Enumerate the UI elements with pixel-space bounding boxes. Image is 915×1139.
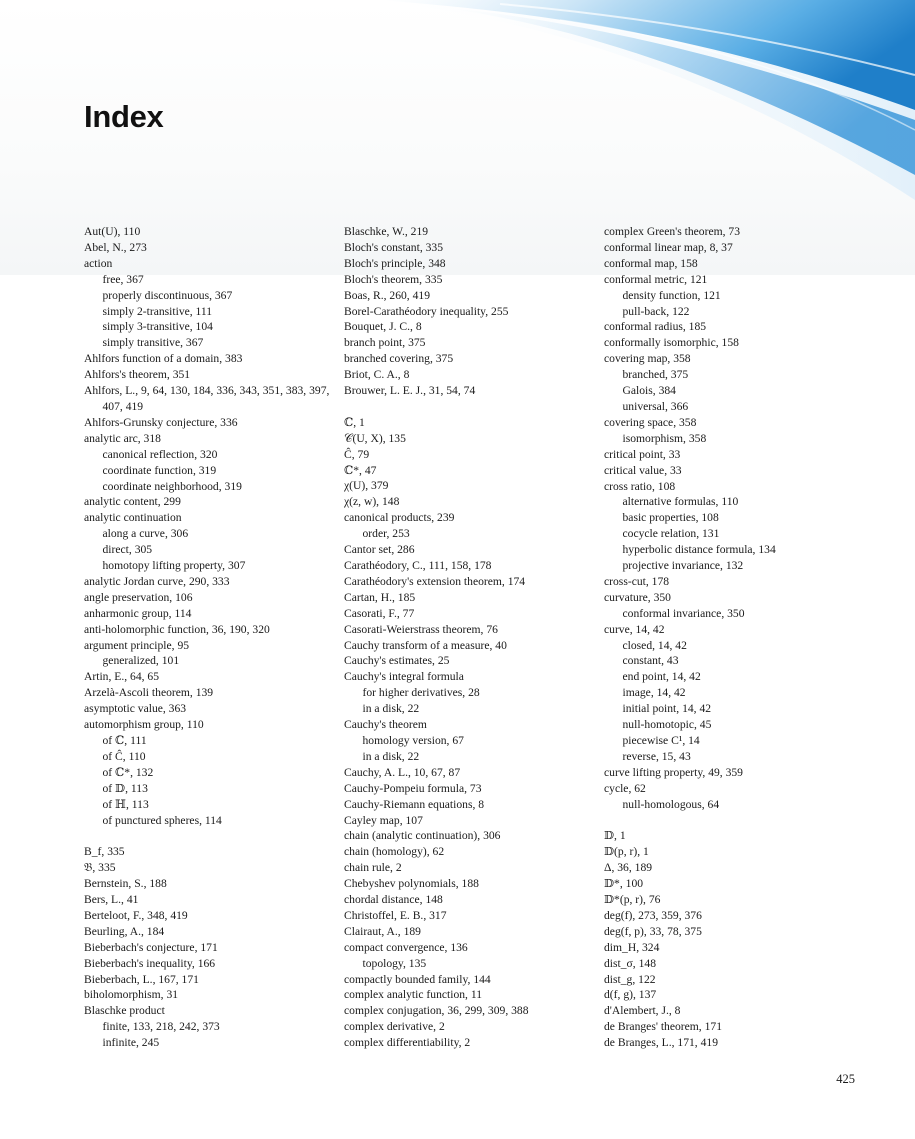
index-entry: Ahlfors's theorem, 351 xyxy=(84,368,191,382)
index-subentry: pull-back, 122 xyxy=(622,304,690,318)
index-subentry: topology, 135 xyxy=(362,956,427,970)
index-subentry: null-homotopic, 45 xyxy=(622,718,712,732)
index-entry: Cauchy's theorem xyxy=(344,718,427,732)
index-entry: ℂ, 1 xyxy=(344,415,365,429)
index-subentry: order, 253 xyxy=(362,527,410,541)
index-entry: conformal radius, 185 xyxy=(604,320,707,334)
index-entry: Bieberbach's conjecture, 171 xyxy=(84,940,218,954)
index-subentry: alternative formulas, 110 xyxy=(622,495,739,509)
index-entry: compact convergence, 136 xyxy=(344,940,468,954)
index-entry: Christoffel, E. B., 317 xyxy=(344,908,447,922)
index-entry: curve lifting property, 49, 359 xyxy=(604,765,743,779)
index-entry: Δ, 36, 189 xyxy=(604,861,653,875)
index-entry: branch point, 375 xyxy=(344,336,426,350)
index-entry: Bers, L., 41 xyxy=(84,893,139,907)
index-subentry: of punctured spheres, 114 xyxy=(102,813,222,827)
index-entry: 𝒞(U, X), 135 xyxy=(344,431,406,445)
index-entry: cross ratio, 108 xyxy=(604,479,676,493)
index-subentry: in a disk, 22 xyxy=(362,749,420,763)
index-subentry: coordinate neighborhood, 319 xyxy=(102,479,242,493)
index-entry: Brouwer, L. E. J., 31, 54, 74 xyxy=(344,384,476,398)
index-entry: 𝔅, 335 xyxy=(84,861,116,875)
index-subentry: density function, 121 xyxy=(622,288,721,302)
index-entry: 𝔻*(p, r), 76 xyxy=(604,893,661,907)
index-subentry: homology version, 67 xyxy=(362,733,464,747)
index-subentry: hyperbolic distance formula, 134 xyxy=(622,543,776,557)
index-entry: Berteloot, F., 348, 419 xyxy=(84,908,188,922)
index-subentry: end point, 14, 42 xyxy=(622,670,701,684)
index-entry: anharmonic group, 114 xyxy=(84,606,192,620)
index-subentry: generalized, 101 xyxy=(102,654,180,668)
index-entry: Cauchy transform of a measure, 40 xyxy=(344,638,507,652)
index-subentry: of ℍ, 113 xyxy=(102,797,149,811)
index-subentry: infinite, 245 xyxy=(102,1036,160,1050)
index-subentry: piecewise C¹, 14 xyxy=(622,734,700,747)
index-entry: Blaschke product xyxy=(84,1004,165,1018)
index-subentry: of ℂ*, 132 xyxy=(102,765,154,779)
index-subentry: constant, 43 xyxy=(622,654,679,668)
index-entry: Bouquet, J. C., 8 xyxy=(344,320,422,334)
index-column-2 xyxy=(344,224,599,1051)
index-entry: Ahlfors, L., 9, 64, 130, 184, 336, 343, 351, 383, 397, 407, 419 xyxy=(84,384,330,413)
index-subentry: of ℂ, 111 xyxy=(102,734,147,747)
index-subentry: for higher derivatives, 28 xyxy=(362,686,480,700)
index-entry: de Branges, L., 171, 419 xyxy=(604,1036,718,1050)
page-number: 425 xyxy=(836,1072,855,1086)
index-entry: complex differentiability, 2 xyxy=(344,1036,471,1050)
index-subentry: simply transitive, 367 xyxy=(102,336,204,350)
index-entry: Ĉ, 79 xyxy=(344,447,370,461)
index-entry: analytic Jordan curve, 290, 333 xyxy=(84,574,230,588)
index-entry: dim_H, 324 xyxy=(604,940,660,954)
index-column-1 xyxy=(84,224,339,1051)
index-entry: complex analytic function, 11 xyxy=(344,988,483,1002)
index-entry: χ(U), 379 xyxy=(344,479,389,493)
index-entry: Casorati-Weierstrass theorem, 76 xyxy=(344,622,498,636)
index-entry: conformal metric, 121 xyxy=(604,272,708,286)
index-entry: deg(f), 273, 359, 376 xyxy=(604,908,702,922)
index-entry: critical point, 33 xyxy=(604,447,681,461)
index-subentry: image, 14, 42 xyxy=(622,686,686,700)
index-subentry: universal, 366 xyxy=(622,399,689,413)
index-gap xyxy=(604,813,859,829)
index-entry: Clairaut, A., 189 xyxy=(344,924,421,938)
index-subentry: initial point, 14, 42 xyxy=(622,702,712,716)
index-entry: ℂ*, 47 xyxy=(344,463,377,477)
index-subentry: cocycle relation, 131 xyxy=(622,527,720,541)
index-entry: Cantor set, 286 xyxy=(344,543,415,557)
index-entry: Cauchy's integral formula xyxy=(344,670,464,684)
index-subentry: along a curve, 306 xyxy=(102,527,189,541)
index-entry: Aut(U), 110 xyxy=(84,225,141,238)
index-entry: de Branges' theorem, 171 xyxy=(604,1020,722,1034)
index-subentry: homotopy lifting property, 307 xyxy=(102,559,246,573)
index-entry: Casorati, F., 77 xyxy=(344,606,415,620)
index-entry: conformal map, 158 xyxy=(604,256,698,270)
index-entry: dist_σ, 148 xyxy=(604,956,656,970)
index-entry: analytic content, 299 xyxy=(84,495,181,509)
index-entry: complex Green's theorem, 73 xyxy=(604,225,741,238)
index-entry: asymptotic value, 363 xyxy=(84,702,187,716)
index-subentry: basic properties, 108 xyxy=(622,511,719,525)
index-column-3 xyxy=(604,224,859,1051)
index-entry: d'Alembert, J., 8 xyxy=(604,1004,681,1018)
index-subentry: of Ĉ, 110 xyxy=(102,749,146,763)
index-entry: Ahlfors-Grunsky conjecture, 336 xyxy=(84,415,238,429)
index-gap xyxy=(84,828,339,844)
index-entry: Artin, E., 64, 65 xyxy=(84,670,160,684)
index-entry: Boas, R., 260, 419 xyxy=(344,288,430,302)
page-title: Index xyxy=(84,99,164,134)
index-entry: analytic continuation xyxy=(84,511,182,525)
index-entry: Cauchy-Pompeiu formula, 73 xyxy=(344,781,482,795)
index-entry: chain rule, 2 xyxy=(344,861,402,875)
index-entry: conformally isomorphic, 158 xyxy=(604,336,739,350)
index-entry: dist_g, 122 xyxy=(604,972,656,986)
index-entry: cross-cut, 178 xyxy=(604,574,670,588)
index-entry: Blaschke, W., 219 xyxy=(344,225,429,238)
index-entry: Briot, C. A., 8 xyxy=(344,368,410,382)
index-subentry: Galois, 384 xyxy=(622,384,676,398)
index-entry: Chebyshev polynomials, 188 xyxy=(344,877,479,891)
index-entry: conformal linear map, 8, 37 xyxy=(604,240,733,254)
index-subentry: null-homologous, 64 xyxy=(622,797,720,811)
index-entry: chain (homology), 62 xyxy=(344,845,445,859)
index-entry: 𝔻*, 100 xyxy=(604,877,644,891)
index-entry: canonical products, 239 xyxy=(344,511,455,525)
index-subentry: properly discontinuous, 367 xyxy=(102,288,233,302)
index-entry: Cauchy's estimates, 25 xyxy=(344,654,450,668)
index-entry: χ(z, w), 148 xyxy=(344,495,400,509)
index-subentry: in a disk, 22 xyxy=(362,702,420,716)
index-subentry: isomorphism, 358 xyxy=(622,431,707,445)
index-subentry: of 𝔻, 113 xyxy=(102,781,148,795)
index-subentry: branched, 375 xyxy=(622,368,689,382)
index-entry: Cartan, H., 185 xyxy=(344,590,416,604)
index-subentry: direct, 305 xyxy=(102,543,153,557)
index-entry: Ahlfors function of a domain, 383 xyxy=(84,352,243,366)
index-entry: Bieberbach, L., 167, 171 xyxy=(84,972,199,986)
index-entry: Abel, N., 273 xyxy=(84,240,147,254)
index-entry: complex conjugation, 36, 299, 309, 388 xyxy=(344,1004,529,1018)
index-entry: angle preservation, 106 xyxy=(84,590,193,604)
index-entry: complex derivative, 2 xyxy=(344,1020,445,1034)
index-entry: Cayley map, 107 xyxy=(344,813,423,827)
index-entry: Beurling, A., 184 xyxy=(84,924,165,938)
index-entry: covering space, 358 xyxy=(604,415,697,429)
index-entry: Bloch's theorem, 335 xyxy=(344,272,443,286)
index-subentry: simply 2-transitive, 111 xyxy=(102,304,213,318)
index-entry: curve, 14, 42 xyxy=(604,622,665,636)
index-entry: branched covering, 375 xyxy=(344,352,454,366)
index-subentry: conformal invariance, 350 xyxy=(622,606,745,620)
index-entry: argument principle, 95 xyxy=(84,638,190,652)
index-entry: Bernstein, S., 188 xyxy=(84,877,167,891)
index-entry: automorphism group, 110 xyxy=(84,718,204,732)
index-subentry: finite, 133, 218, 242, 373 xyxy=(102,1020,220,1034)
index-entry: chordal distance, 148 xyxy=(344,893,443,907)
index-entry: critical value, 33 xyxy=(604,463,682,477)
index-entry: Bloch's constant, 335 xyxy=(344,240,444,254)
index-entry: Carathéodory, C., 111, 158, 178 xyxy=(344,559,492,573)
index-gap xyxy=(344,399,599,415)
index-subentry: reverse, 15, 43 xyxy=(622,749,691,763)
index-subentry: closed, 14, 42 xyxy=(622,638,687,652)
index-entry: Cauchy-Riemann equations, 8 xyxy=(344,797,485,811)
index-entry: 𝔻(p, r), 1 xyxy=(604,845,649,859)
index-entry: Carathéodory's extension theorem, 174 xyxy=(344,574,526,588)
index-entry: Arzelà-Ascoli theorem, 139 xyxy=(84,686,214,700)
index-entry: Borel-Carathéodory inequality, 255 xyxy=(344,304,509,318)
index-subentry: coordinate function, 319 xyxy=(102,463,217,477)
index-entry: compactly bounded family, 144 xyxy=(344,972,491,986)
index-subentry: simply 3-transitive, 104 xyxy=(102,320,213,334)
index-entry: deg(f, p), 33, 78, 375 xyxy=(604,924,702,938)
index-entry: Bloch's principle, 348 xyxy=(344,256,446,270)
index-entry: Bieberbach's inequality, 166 xyxy=(84,956,216,970)
index-entry: curvature, 350 xyxy=(604,590,671,604)
index-subentry: canonical reflection, 320 xyxy=(102,447,218,461)
index-subentry: projective invariance, 132 xyxy=(622,559,744,573)
index-entry: Cauchy, A. L., 10, 67, 87 xyxy=(344,765,461,779)
index-entry: cycle, 62 xyxy=(604,781,646,795)
index-entry: action xyxy=(84,256,113,270)
index-entry: chain (analytic continuation), 306 xyxy=(344,829,501,843)
index-entry: analytic arc, 318 xyxy=(84,431,161,445)
index-subentry: free, 367 xyxy=(102,272,144,286)
index-entry: anti-holomorphic function, 36, 190, 320 xyxy=(84,622,270,636)
index-entry: covering map, 358 xyxy=(604,352,691,366)
index-entry: 𝔻, 1 xyxy=(604,829,626,843)
index-entry: B_f, 335 xyxy=(84,845,125,859)
index-entry: d(f, g), 137 xyxy=(604,988,657,1002)
index-entry: biholomorphism, 31 xyxy=(84,988,179,1002)
